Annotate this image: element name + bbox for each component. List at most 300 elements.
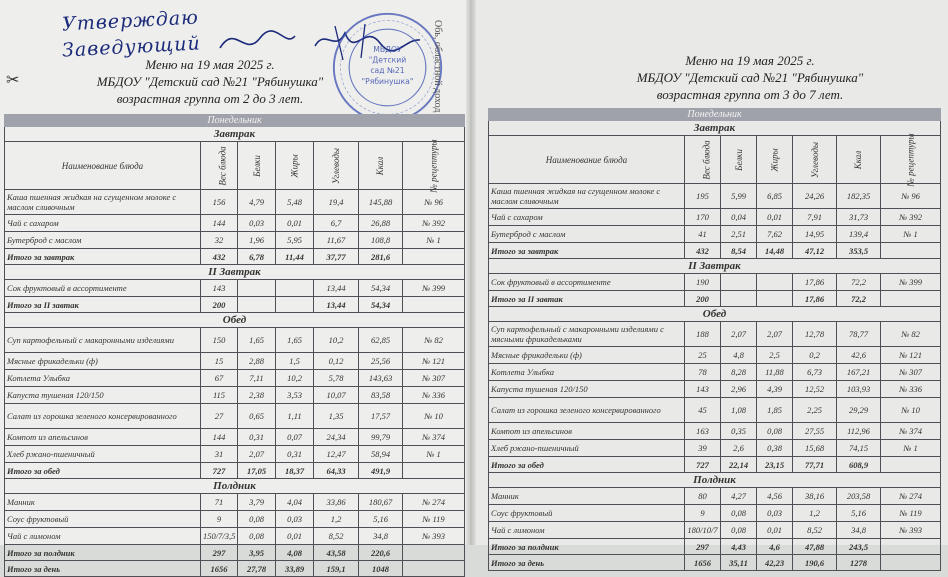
fat-value: 0,07 bbox=[276, 429, 314, 446]
carbs-value: 27,55 bbox=[793, 423, 837, 440]
carbs-value: 12,52 bbox=[793, 381, 837, 398]
kcal-value: 26,88 bbox=[359, 215, 403, 232]
fat-value: 33,89 bbox=[276, 561, 314, 577]
recipe-number: № 274 bbox=[403, 494, 465, 511]
carbs-value: 13,44 bbox=[314, 297, 359, 313]
protein-value: 1,08 bbox=[721, 398, 757, 423]
carbs-value: 12,78 bbox=[793, 322, 837, 347]
kcal-value: 42,6 bbox=[837, 347, 881, 364]
dish-name: Капуста тушеная 120/150 bbox=[489, 381, 685, 398]
recipe-number: № 393 bbox=[403, 528, 465, 545]
kcal-value: 203,58 bbox=[837, 488, 881, 505]
fat-header-label: Жиры bbox=[289, 153, 300, 178]
kcal-header-label: Ккал bbox=[375, 156, 386, 175]
total-row bbox=[5, 545, 465, 561]
fat-header bbox=[757, 136, 793, 184]
total-row bbox=[489, 243, 941, 259]
kcal-value: 54,34 bbox=[359, 297, 403, 313]
weight-value: 144 bbox=[201, 429, 238, 446]
fat-value: 0,01 bbox=[276, 528, 314, 545]
recipe-number: № 121 bbox=[403, 353, 465, 370]
recipe-number bbox=[403, 249, 465, 265]
kcal-value: 58,94 bbox=[359, 446, 403, 463]
protein-value: 2,07 bbox=[721, 322, 757, 347]
dish-name: Манник bbox=[489, 488, 685, 505]
fat-value: 4,39 bbox=[757, 381, 793, 398]
dish-name: Компот из апельсинов bbox=[5, 429, 201, 446]
kcal-value: 99,79 bbox=[359, 429, 403, 446]
kcal-value: 25,56 bbox=[359, 353, 403, 370]
recipe-number: № 82 bbox=[403, 328, 465, 353]
carbs-value: 47,12 bbox=[793, 243, 837, 259]
protein-value: 0,04 bbox=[721, 209, 757, 226]
recipe-number: № 392 bbox=[403, 215, 465, 232]
fat-value: 0,01 bbox=[276, 215, 314, 232]
kcal-value: 220,6 bbox=[359, 545, 403, 561]
recipe-number: № 119 bbox=[881, 505, 941, 522]
recipe-number: № 121 bbox=[881, 347, 941, 364]
weight-value: 297 bbox=[685, 539, 721, 555]
protein-value: 4,8 bbox=[721, 347, 757, 364]
fat-value: 2,5 bbox=[757, 347, 793, 364]
column-header-row bbox=[5, 142, 465, 190]
recipe-number-header bbox=[881, 132, 941, 187]
weight-value: 45 bbox=[685, 398, 721, 423]
fat-value: 5,48 bbox=[276, 190, 314, 215]
kcal-value: 34,8 bbox=[837, 522, 881, 539]
weight-value: 1656 bbox=[685, 555, 721, 571]
kcal-value: 1048 bbox=[359, 561, 403, 577]
dish-name-header: Наименование блюда bbox=[489, 136, 685, 184]
weight-value: 67 bbox=[201, 370, 238, 387]
fat-value: 23,15 bbox=[757, 457, 793, 473]
total-label: Итого за завтрак bbox=[489, 243, 685, 259]
carbs-value: 5,78 bbox=[314, 370, 359, 387]
fat-value: 6,85 bbox=[757, 184, 793, 209]
scissors-icon: ✂ bbox=[6, 72, 20, 89]
dish-name: Чай с лимоном bbox=[489, 522, 685, 539]
meal-section-title: Полдник bbox=[489, 473, 941, 488]
meal-section-row bbox=[5, 313, 465, 328]
weight-value: 78 bbox=[685, 364, 721, 381]
carbs-value: 14,95 bbox=[793, 226, 837, 243]
dish-row bbox=[5, 528, 465, 545]
dish-name: Котлета Улыбка bbox=[489, 364, 685, 381]
total-row bbox=[489, 291, 941, 307]
fat-value: 2,07 bbox=[757, 322, 793, 347]
dish-row bbox=[5, 429, 465, 446]
carbs-value: 159,1 bbox=[314, 561, 359, 577]
kcal-value: 243,5 bbox=[837, 539, 881, 555]
kcal-value: 83,58 bbox=[359, 387, 403, 404]
dish-row bbox=[5, 446, 465, 463]
weight-value: 9 bbox=[685, 505, 721, 522]
weight-value: 727 bbox=[201, 463, 238, 479]
stamp-text-2: "Детский bbox=[368, 55, 407, 65]
weight-value: 80 bbox=[685, 488, 721, 505]
carbs-value: 190,6 bbox=[793, 555, 837, 571]
kcal-value: 62,85 bbox=[359, 328, 403, 353]
carbs-value: 12,47 bbox=[314, 446, 359, 463]
fat-value bbox=[276, 280, 314, 297]
kcal-value: 78,77 bbox=[837, 322, 881, 347]
menu-date: Меню на 19 мая 2025 г. bbox=[145, 57, 275, 72]
dish-name: Компот из апельсинов bbox=[489, 423, 685, 440]
kcal-value: 180,67 bbox=[359, 494, 403, 511]
protein-value: 22,14 bbox=[721, 457, 757, 473]
kcal-value: 17,57 bbox=[359, 404, 403, 429]
carbs-value: 11,67 bbox=[314, 232, 359, 249]
approval-line-1: Утверждаю bbox=[61, 6, 200, 36]
carbs-value: 17,86 bbox=[793, 274, 837, 291]
protein-header-label: Белки bbox=[251, 154, 262, 177]
protein-value: 2,88 bbox=[238, 353, 276, 370]
recipe-number bbox=[881, 555, 941, 571]
fat-value: 0,03 bbox=[757, 505, 793, 522]
recipe-number: № 336 bbox=[881, 381, 941, 398]
dish-row bbox=[5, 190, 465, 215]
meal-section-row bbox=[489, 259, 941, 274]
weight-value: 727 bbox=[685, 457, 721, 473]
protein-value: 0,35 bbox=[721, 423, 757, 440]
carbs-header bbox=[793, 136, 837, 184]
meal-section-title: II Завтрак bbox=[489, 259, 941, 274]
carbs-header bbox=[314, 142, 359, 190]
approval-line-2: Заведующий bbox=[61, 32, 202, 62]
carbs-header-label: Углеводы bbox=[809, 141, 820, 178]
dish-name: Котлета Улыбка bbox=[5, 370, 201, 387]
total-row bbox=[5, 297, 465, 313]
dish-name-header: Наименование блюда bbox=[5, 142, 201, 190]
carbs-value: 8,52 bbox=[314, 528, 359, 545]
carbs-value: 1,2 bbox=[314, 511, 359, 528]
kcal-value: 29,29 bbox=[837, 398, 881, 423]
recipe-number bbox=[881, 243, 941, 259]
weight-value: 163 bbox=[685, 423, 721, 440]
fat-value: 1,11 bbox=[276, 404, 314, 429]
protein-value: 2,51 bbox=[721, 226, 757, 243]
kcal-value: 182,35 bbox=[837, 184, 881, 209]
weight-header bbox=[685, 136, 721, 184]
dish-name: Чай с сахаром bbox=[5, 215, 201, 232]
protein-value: 17,05 bbox=[238, 463, 276, 479]
meal-section-title: Завтрак bbox=[5, 127, 465, 142]
kcal-value: 31,73 bbox=[837, 209, 881, 226]
dish-name: Сок фруктовый в ассортименте bbox=[489, 274, 685, 291]
fat-value: 18,37 bbox=[276, 463, 314, 479]
carbs-value: 15,68 bbox=[793, 440, 837, 457]
recipe-number: № 399 bbox=[403, 280, 465, 297]
dish-name: Соус фруктовый bbox=[489, 505, 685, 522]
total-row bbox=[489, 555, 941, 571]
protein-value: 0,08 bbox=[238, 511, 276, 528]
recipe-number: № 1 bbox=[403, 232, 465, 249]
carbs-value: 38,16 bbox=[793, 488, 837, 505]
dish-row bbox=[5, 370, 465, 387]
carbs-value: 43,58 bbox=[314, 545, 359, 561]
protein-value: 3,79 bbox=[238, 494, 276, 511]
kcal-value: 108,8 bbox=[359, 232, 403, 249]
kcal-value: 72,2 bbox=[837, 274, 881, 291]
protein-value: 0,08 bbox=[721, 505, 757, 522]
meal-section-row bbox=[489, 121, 941, 136]
dish-name: Бутерброд с маслом bbox=[489, 226, 685, 243]
weight-value: 27 bbox=[201, 404, 238, 429]
carbs-value: 17,86 bbox=[793, 291, 837, 307]
weight-value: 15 bbox=[201, 353, 238, 370]
recipe-number: № 392 bbox=[881, 209, 941, 226]
protein-header bbox=[721, 136, 757, 184]
kcal-value: 608,9 bbox=[837, 457, 881, 473]
carbs-value: 2,25 bbox=[793, 398, 837, 423]
recipe-number bbox=[881, 457, 941, 473]
meal-section-title: Обед bbox=[5, 313, 465, 328]
recipe-number: № 1 bbox=[881, 226, 941, 243]
dish-row bbox=[5, 232, 465, 249]
stamp-text-1: МБДОУ bbox=[373, 45, 402, 55]
protein-value: 6,78 bbox=[238, 249, 276, 265]
age-group: возрастная группа от 2 до 3 лет. bbox=[116, 91, 304, 106]
protein-value: 1,65 bbox=[238, 328, 276, 353]
weight-value: 432 bbox=[685, 243, 721, 259]
total-label: Итого за день bbox=[489, 555, 685, 571]
recipe-number: № 82 bbox=[881, 322, 941, 347]
carbs-value: 64,33 bbox=[314, 463, 359, 479]
dish-name: Чай с лимоном bbox=[5, 528, 201, 545]
protein-value: 2,6 bbox=[721, 440, 757, 457]
protein-value: 0,31 bbox=[238, 429, 276, 446]
dish-name: Каша пшенная жидкая на сгущенном молоке с маслом сливочным bbox=[489, 184, 685, 209]
dish-row bbox=[489, 184, 941, 209]
dish-name: Салат из горошка зеленого консервированного bbox=[5, 404, 201, 429]
carbs-value: 1,2 bbox=[793, 505, 837, 522]
fat-value: 3,53 bbox=[276, 387, 314, 404]
total-row bbox=[489, 457, 941, 473]
total-label: Итого за обед bbox=[489, 457, 685, 473]
recipe-number-header bbox=[403, 138, 465, 193]
menu-date: Меню на 19 мая 2025 г. bbox=[685, 53, 815, 68]
menu-table bbox=[4, 114, 465, 577]
fat-value: 4,56 bbox=[757, 488, 793, 505]
dish-row bbox=[5, 280, 465, 297]
total-label: Итого за II завтак bbox=[489, 291, 685, 307]
protein-value: 1,96 bbox=[238, 232, 276, 249]
weight-value: 156 bbox=[201, 190, 238, 215]
fat-value: 4,08 bbox=[276, 545, 314, 561]
weight-value: 9 bbox=[201, 511, 238, 528]
protein-value bbox=[238, 297, 276, 313]
protein-value: 2,38 bbox=[238, 387, 276, 404]
dish-name: Чай с сахаром bbox=[489, 209, 685, 226]
protein-value: 3,95 bbox=[238, 545, 276, 561]
recipe-number bbox=[403, 561, 465, 577]
recipe-number: № 399 bbox=[881, 274, 941, 291]
fat-value: 1,65 bbox=[276, 328, 314, 353]
fat-value: 42,23 bbox=[757, 555, 793, 571]
recipe-number: № 10 bbox=[403, 404, 465, 429]
carbs-value: 7,91 bbox=[793, 209, 837, 226]
weight-value: 143 bbox=[201, 280, 238, 297]
fat-value: 5,95 bbox=[276, 232, 314, 249]
carbs-value: 0,2 bbox=[793, 347, 837, 364]
carbs-value: 37,77 bbox=[314, 249, 359, 265]
recipe-number: № 374 bbox=[881, 423, 941, 440]
recipe-number bbox=[881, 291, 941, 307]
weight-value: 39 bbox=[685, 440, 721, 457]
kcal-value: 34,8 bbox=[359, 528, 403, 545]
fat-value bbox=[276, 297, 314, 313]
dish-row bbox=[489, 505, 941, 522]
kcal-value: 281,6 bbox=[359, 249, 403, 265]
dish-name: Мясные фрикадельки (ф) bbox=[489, 347, 685, 364]
total-label: Итого за II завтак bbox=[5, 297, 201, 313]
protein-header-label: Белки bbox=[733, 148, 744, 171]
meal-section-row bbox=[5, 127, 465, 142]
kcal-header bbox=[837, 136, 881, 184]
fat-value: 0,08 bbox=[757, 423, 793, 440]
kcal-value: 103,93 bbox=[837, 381, 881, 398]
fat-value: 4,6 bbox=[757, 539, 793, 555]
recipe-number bbox=[403, 297, 465, 313]
weight-value: 25 bbox=[685, 347, 721, 364]
carbs-value: 33,86 bbox=[314, 494, 359, 511]
carbs-value: 19,4 bbox=[314, 190, 359, 215]
day-caption: Понедельник bbox=[489, 109, 941, 121]
meal-section-title: Обед bbox=[489, 307, 941, 322]
total-row bbox=[5, 249, 465, 265]
kcal-value: 54,34 bbox=[359, 280, 403, 297]
dish-row bbox=[489, 322, 941, 347]
recipe-number-header-label: № рецептуры bbox=[905, 132, 916, 187]
dish-row bbox=[489, 423, 941, 440]
dish-name: Бутерброд с маслом bbox=[5, 232, 201, 249]
carbs-header-label: Углеводы bbox=[331, 147, 341, 184]
recipe-number: № 1 bbox=[403, 446, 465, 463]
meal-section-title: Полдник bbox=[5, 479, 465, 494]
dish-row bbox=[489, 226, 941, 243]
protein-value: 0,08 bbox=[238, 528, 276, 545]
recipe-number: № 119 bbox=[403, 511, 465, 528]
protein-value: 0,03 bbox=[238, 215, 276, 232]
fat-value: 0,38 bbox=[757, 440, 793, 457]
weight-value: 432 bbox=[201, 249, 238, 265]
dish-name: Салат из горошка зеленого консервированного bbox=[489, 398, 685, 423]
protein-value: 0,65 bbox=[238, 404, 276, 429]
dish-row bbox=[489, 209, 941, 226]
weight-value: 190 bbox=[685, 274, 721, 291]
kcal-value: 491,9 bbox=[359, 463, 403, 479]
kcal-value: 139,4 bbox=[837, 226, 881, 243]
kcal-value: 1278 bbox=[837, 555, 881, 571]
meal-section-row bbox=[489, 307, 941, 322]
fat-value: 1,5 bbox=[276, 353, 314, 370]
meal-section-row bbox=[5, 479, 465, 494]
weight-value: 180/10/7 bbox=[685, 522, 721, 539]
menu-page-toddlers bbox=[0, 0, 470, 574]
dish-name: Хлеб ржано-пшеничный bbox=[5, 446, 201, 463]
fat-value: 0,01 bbox=[757, 522, 793, 539]
menu-header bbox=[80, 56, 340, 107]
kcal-header-label: Ккал bbox=[853, 150, 864, 169]
kcal-header bbox=[359, 142, 403, 190]
fat-value: 4,04 bbox=[276, 494, 314, 511]
carbs-value: 0,12 bbox=[314, 353, 359, 370]
weight-value: 200 bbox=[201, 297, 238, 313]
kcal-value: 5,16 bbox=[359, 511, 403, 528]
fat-value: 7,62 bbox=[757, 226, 793, 243]
total-label: Итого за день bbox=[5, 561, 201, 577]
dish-row bbox=[5, 387, 465, 404]
carbs-value: 8,52 bbox=[793, 522, 837, 539]
weight-value: 31 bbox=[201, 446, 238, 463]
fat-value: 0,01 bbox=[757, 209, 793, 226]
dish-row bbox=[5, 328, 465, 353]
dish-row bbox=[489, 364, 941, 381]
recipe-number: № 307 bbox=[403, 370, 465, 387]
institution-name: МБДОУ "Детский сад №21 "Рябинушка" bbox=[636, 70, 864, 85]
protein-value bbox=[721, 291, 757, 307]
recipe-number: № 307 bbox=[881, 364, 941, 381]
fat-header-label: Жиры bbox=[769, 147, 780, 172]
meal-section-title: Завтрак bbox=[489, 121, 941, 136]
weight-value: 170 bbox=[685, 209, 721, 226]
dish-name: Суп картофельный с макаронными изделиями bbox=[5, 328, 201, 353]
official-stamp bbox=[330, 10, 445, 125]
recipe-number: № 374 bbox=[403, 429, 465, 446]
weight-value: 150/7/3,5 bbox=[201, 528, 238, 545]
recipe-number: № 336 bbox=[403, 387, 465, 404]
institution-name: МБДОУ "Детский сад №21 "Рябинушка" bbox=[96, 74, 324, 89]
protein-header bbox=[238, 142, 276, 190]
side-note: Обь, областной доход bbox=[432, 20, 443, 113]
stamp-text-3: сад №21 bbox=[370, 66, 405, 76]
protein-value: 8,28 bbox=[721, 364, 757, 381]
dish-name: Мясные фрикадельки (ф) bbox=[5, 353, 201, 370]
weight-header-label: Вес блюда bbox=[217, 145, 228, 186]
fat-value: 11,44 bbox=[276, 249, 314, 265]
total-row bbox=[5, 561, 465, 577]
fat-value bbox=[757, 274, 793, 291]
protein-value: 4,79 bbox=[238, 190, 276, 215]
dish-row bbox=[489, 381, 941, 398]
dish-name: Каша пшенная жидкая на сгущенном молоке с маслом сливочным bbox=[5, 190, 201, 215]
total-row bbox=[489, 539, 941, 555]
carbs-value: 10,07 bbox=[314, 387, 359, 404]
dish-row bbox=[489, 440, 941, 457]
dish-name: Соус фруктовый bbox=[5, 511, 201, 528]
dish-row bbox=[5, 494, 465, 511]
protein-value: 4,43 bbox=[721, 539, 757, 555]
recipe-number: № 96 bbox=[881, 184, 941, 209]
protein-value: 4,27 bbox=[721, 488, 757, 505]
weight-header-label: Вес блюда bbox=[701, 139, 712, 180]
protein-value: 2,96 bbox=[721, 381, 757, 398]
fat-value: 0,03 bbox=[276, 511, 314, 528]
dish-row bbox=[489, 398, 941, 423]
kcal-value: 353,5 bbox=[837, 243, 881, 259]
dish-row bbox=[5, 511, 465, 528]
menu-page-preschool bbox=[470, 0, 948, 568]
weight-value: 71 bbox=[201, 494, 238, 511]
weight-header bbox=[201, 142, 238, 190]
recipe-number bbox=[881, 539, 941, 555]
carbs-value: 13,44 bbox=[314, 280, 359, 297]
carbs-value: 1,35 bbox=[314, 404, 359, 429]
carbs-value: 6,73 bbox=[793, 364, 837, 381]
age-group: возрастная группа от 3 до 7 лет. bbox=[656, 87, 844, 102]
kcal-value: 145,88 bbox=[359, 190, 403, 215]
meal-section-title: II Завтрак bbox=[5, 265, 465, 280]
